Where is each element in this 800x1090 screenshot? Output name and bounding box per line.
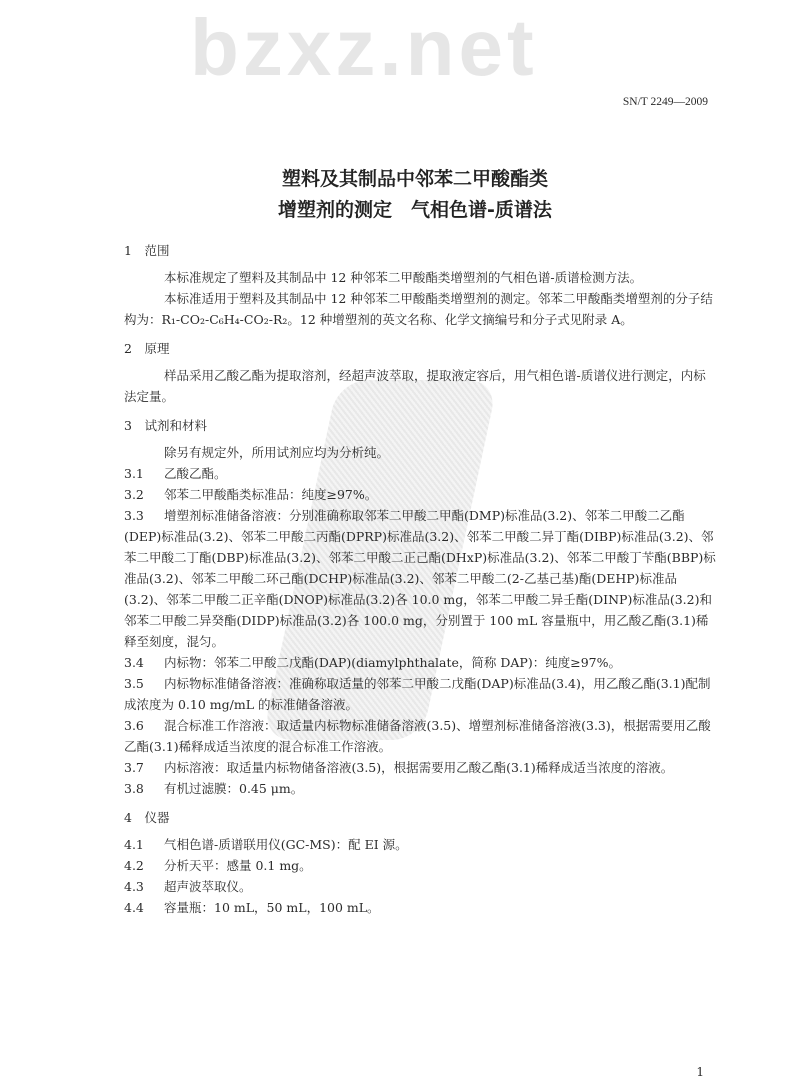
clause-item [124, 652, 718, 673]
clause-text: 增塑剂标准储备溶液：分别准确称取邻苯二甲酸二甲酯(DMP)标准品(3.2)、邻苯二甲酸二乙酯(DEP)标准品(3.2)、邻苯二甲酸二丙酯(DPRP)标准品(3.2)、邻苯二甲酸二异丁酯(DIBP)标准品(3.2)、邻苯二甲酸二丁酯(DBP)标准品(3.2)、邻苯二甲酸二正己酯(DHxP)标准品(3.2)、邻苯二甲酸丁苄酯(BBP)标准品(3.2)、邻苯二甲酸二环己酯(DCHP)标准品(3.2)、邻苯二甲酸二(2-乙基己基)酯(DEHP)标准品(3.2)、邻苯二甲酸二正辛酯(DNOP)标准品(3.2)各 10.0 mg，邻苯二甲酸二异壬酯(DINP)标准品(3.2)和邻苯二甲酸二异癸酯(DIDP)标准品(3.2)各 100.0 mg，分别置于 100 mL 容量瓶中，用乙酸乙酯(3.1)稀释至刻度，混匀。 [124, 508, 716, 649]
paragraph: 样品采用乙酸乙酯为提取溶剂，经超声波萃取，提取液定容后，用气相色谱-质谱仪进行测定，内标法定量。 [124, 368, 706, 404]
page-number: 1 [696, 1065, 704, 1079]
clause-text: 内标物：邻苯二甲酸二戊酯(DAP)(diamylphthalate，简称 DAP)：纯度≥97%。 [164, 655, 621, 670]
paragraph: 本标准适用于塑料及其制品中 12 种邻苯二甲酸酯类增塑剂的测定。邻苯二甲酸酯类增塑剂的分子结构为：R₁-CO₂-C₆H₄-CO₂-R₂。12 种增塑剂的英文名称、化学文摘编号和分子式见附录 A。 [124, 291, 713, 327]
clause-number: 4.1 [124, 837, 144, 852]
clause-text: 内标溶液：取适量内标物储备溶液(3.5)，根据需要用乙酸乙酯(3.1)稀释成适当浓度的溶液。 [164, 760, 674, 775]
clause-text: 分析天平：感量 0.1 mg。 [164, 858, 312, 873]
watermark: bzxz.net [190, 3, 538, 92]
section-heading-principle: 2 原理 [124, 341, 170, 356]
clause-number: 3.6 [124, 718, 144, 733]
clause-text: 气相色谱-质谱联用仪(GC-MS)：配 EI 源。 [164, 837, 408, 852]
clause-text: 有机过滤膜：0.45 μm。 [164, 781, 304, 796]
section-heading-scope: 1 范围 [124, 243, 170, 258]
clause-number: 4.4 [124, 900, 144, 915]
clause-text: 内标物标准储备溶液：准确称取适量的邻苯二甲酸二戊酯(DAP)标准品(3.4)，用乙酸乙酯(3.1)配制成浓度为 0.10 mg/mL 的标准储备溶液。 [124, 676, 711, 712]
standard-number: SN/T 2249—2009 [622, 96, 708, 108]
section-heading-reagents: 3 试剂和材料 [124, 418, 207, 433]
clause-item [124, 876, 718, 897]
paragraph: 除另有规定外，所用试剂应均为分析纯。 [164, 445, 390, 460]
clause-number: 3.7 [124, 760, 144, 775]
document-title-line2: 增塑剂的测定 气相色谱-质谱法 [278, 199, 552, 221]
clause-number: 3.2 [124, 487, 144, 502]
clause-item [124, 484, 718, 505]
clause-number: 4.3 [124, 879, 144, 894]
clause-item [124, 897, 718, 918]
clause-text: 超声波萃取仪。 [164, 879, 252, 894]
clause-text: 容量瓶：10 mL，50 mL，100 mL。 [164, 900, 380, 915]
paragraph: 本标准规定了塑料及其制品中 12 种邻苯二甲酸酯类增塑剂的气相色谱-质谱检测方法。 [164, 270, 643, 285]
document-body [104, 232, 718, 918]
clause-number: 3.5 [124, 676, 144, 691]
clause-item [124, 834, 718, 855]
clause-text: 乙酸乙酯。 [164, 466, 227, 481]
clause-number: 3.4 [124, 655, 144, 670]
clause-text: 混合标准工作溶液：取适量内标物标准储备溶液(3.5)、增塑剂标准储备溶液(3.3)，根据需要用乙酸乙酯(3.1)稀释成适当浓度的混合标准工作溶液。 [124, 718, 711, 754]
clause-item [124, 757, 718, 778]
clause-item [124, 715, 718, 757]
clause-number: 3.8 [124, 781, 144, 796]
clause-number: 3.1 [124, 466, 144, 481]
apparatus-list [104, 834, 718, 918]
clause-item [124, 505, 718, 652]
reagent-list [104, 463, 718, 799]
clause-item [124, 778, 718, 799]
clause-item [124, 855, 718, 876]
document-title-line1: 塑料及其制品中邻苯二甲酸酯类 [281, 168, 548, 190]
clause-item [124, 673, 718, 715]
section-heading-apparatus: 4 仪器 [124, 810, 170, 825]
clause-text: 邻苯二甲酸酯类标准品：纯度≥97%。 [164, 487, 378, 502]
clause-item [124, 463, 718, 484]
clause-number: 3.3 [124, 508, 144, 523]
clause-number: 4.2 [124, 858, 144, 873]
